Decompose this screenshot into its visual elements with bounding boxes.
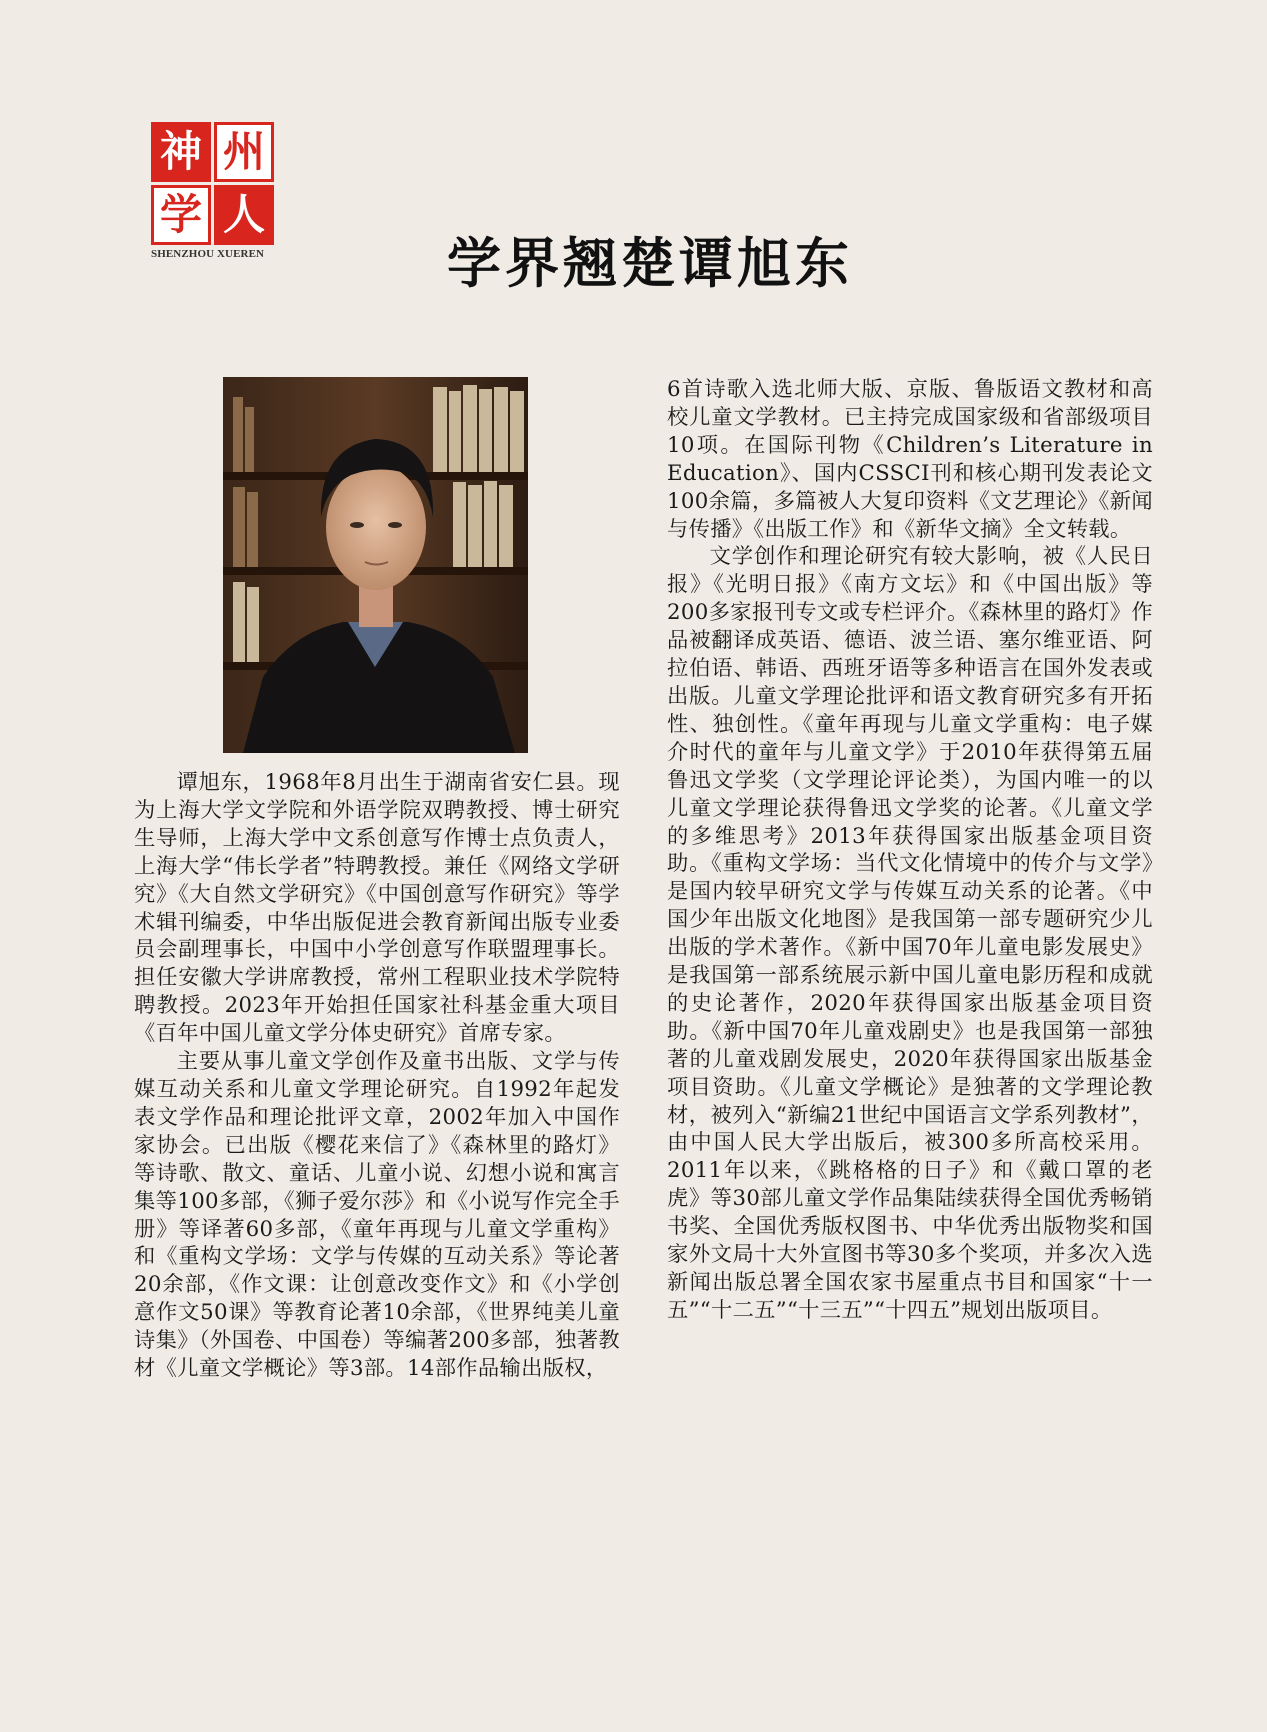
bio-paragraph: 谭旭东，1968年8月出生于湖南省安仁县。现为上海大学文学院和外语学院双聘教授、博士研究生导师，上海大学中文系创意写作博士点负责人，上海大学“伟长学者”特聘教授。兼任《网络文学研究》《大自然文学研究》《中国创意写作研究》等学术辑刊编委，中华出版促进会教育新闻出版专业委员会副理事长，中国中小学创意写作联盟理事长。担任安徽大学讲席教授，常州工程职业技术学院特聘教授。2023年开始担任国家社科基金重大项目《百年中国儿童文学分体史研究》首席专家。 — [134, 770, 620, 1047]
logo-char-xue: 学 — [151, 185, 211, 245]
research-paragraph: 主要从事儿童文学创作及童书出版、文学与传媒互动关系和儿童文学理论研究。自1992年起发表文学作品和理论批评文章，2002年加入中国作家协会。已出版《樱花来信了》《森林里的路灯》等诗歌、散文、童话、儿童小说、幻想小说和寓言集等100多部，《狮子爱尔莎》和《小说写作完全手册》等译著60多部，《童年再现与儿童文学重构》和《重构文学场：文学与传媒的互动关系》等论著20余部，《作文课：让创意改变作文》和《小学创意作文50课》等教育论著10余部，《世界纯美儿童诗集》（外国卷、中国卷）等编著200多部，独著教材《儿童文学概论》等3部。14部作品输出版权， — [134, 1049, 620, 1382]
logo-character-grid — [151, 122, 274, 245]
journal-logo — [151, 122, 275, 260]
logo-char-shen: 神 — [151, 122, 211, 182]
portrait-illustration — [223, 377, 528, 753]
article-right-column — [667, 376, 1153, 1325]
logo-char-ren: 人 — [214, 185, 274, 245]
article-left-column — [134, 769, 620, 1383]
logo-char-zhou: 州 — [214, 122, 274, 182]
research-paragraph-continued: 6首诗歌入选北师大版、京版、鲁版语文教材和高校儿童文学教材。已主持完成国家级和省部级项目10项。在国际刊物《Children’s Literature in Education》、国内CSSCI刊和核心期刊发表论文100余篇，多篇被人大复印资料《文艺理论》《新闻与传播》《出版工作》和《新华文摘》全文转载。 — [667, 377, 1153, 542]
influence-paragraph: 文学创作和理论研究有较大影响，被《人民日报》《光明日报》《南方文坛》和《中国出版》等200多家报刊专文或专栏评介。《森林里的路灯》作品被翻译成英语、德语、波兰语、塞尔维亚语、阿拉伯语、韩语、西班牙语等多种语言在国外发表或出版。儿童文学理论批评和语文教育研究多有开拓性、独创性。《童年再现与儿童文学重构：电子媒介时代的童年与儿童文学》于2010年获得第五届鲁迅文学奖（文学理论评论类），为国内唯一的以儿童文学理论获得鲁迅文学奖的论著。《儿童文学的多维思考》2013年获得国家出版基金项目资助。《重构文学场：当代文化情境中的传介与文学》是国内较早研究文学与传媒互动关系的论著。《中国少年出版文化地图》是我国第一部专题研究少儿出版的学术著作。《新中国70年儿童电影发展史》是我国第一部系统展示新中国儿童电影历程和成就的史论著作，2020年获得国家出版基金项目资助。《新中国70年儿童戏剧史》也是我国第一部独著的儿童戏剧发展史，2020年获得国家出版基金项目资助。《儿童文学概论》是独著的文学理论教材，被列入“新编21世纪中国语言文学系列教材”，由中国人民大学出版后，被300多所高校采用。2011年以来，《跳格格的日子》和《戴口罩的老虎》等30部儿童文学作品集陆续获得全国优秀畅销书奖、全国优秀版权图书、中华优秀出版物奖和国家外文局十大外宣图书等30多个奖项，并多次入选新闻出版总署全国农家书屋重点书目和国家“十一五”“十二五”“十三五”“十四五”规划出版项目。 — [667, 544, 1153, 1323]
page-title: 学界翘楚谭旭东 — [447, 232, 853, 295]
logo-subtitle: SHENZHOU XUEREN — [151, 248, 265, 260]
portrait-photo — [223, 377, 528, 753]
